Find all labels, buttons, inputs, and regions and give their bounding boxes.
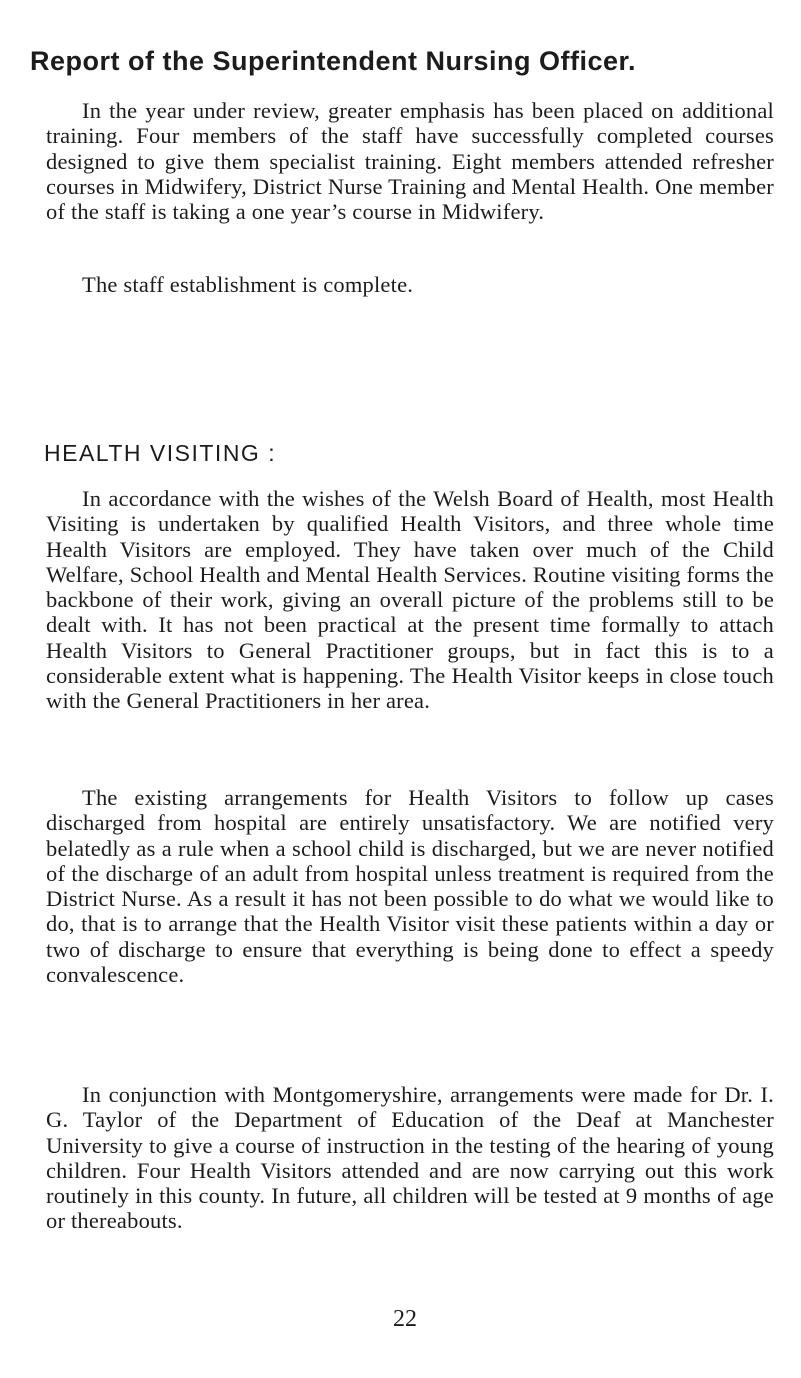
staff-establishment-paragraph: The staff establishment is complete.: [82, 272, 414, 297]
page-number: 22: [393, 1306, 417, 1332]
health-visiting-paragraph-2: The existing arrangements for Health Visitors to follow up cases discharged from hospital are entirely unsatisfactory. We are notified very belatedly as a rule when a school child is discharged, but we are never notified of the discharge of an adult from hospital unless treatment is required from the District Nurse. As a result it has not been possible to do what we would like to do, that is to arrange that the Health Visitor visit these patients within a day or two of discharge to ensure that everything is being done to effect a speedy convalescence.: [46, 785, 774, 988]
health-visiting-paragraph-1: In accordance with the wishes of the Welsh Board of Health, most Health Visiting is undertaken by qualified Health Visitors, and three whole time Health Visitors are employed. They have taken over much of the Child Welfare, School Health and Mental Health Services. Routine visiting forms the backbone of their work, giving an overall picture of the problems still to be dealt with. It has not been practical at the present time formally to attach Health Visitors to General Practitioner groups, but in fact this is to a considerable extent what is happening. The Health Visitor keeps in close touch with the General Practitioners in her area.: [46, 486, 774, 714]
health-visiting-heading: HEALTH VISITING :: [44, 440, 277, 466]
health-visiting-paragraph-3: In conjunction with Montgomeryshire, arrangements were made for Dr. I. G. Taylor of the Department of Education of the Deaf at Manchester University to give a course of instruction in the testing of the hearing of young children. Four Health Visitors attended and are now carrying out this work routinely in this county. In future, all children will be tested at 9 months of age or thereabouts.: [46, 1082, 774, 1234]
intro-paragraph: In the year under review, greater emphasis has been placed on additional training. Four members of the staff have successfully completed courses designed to give them specialist training. Eight members attended refresher courses in Midwifery, District Nurse Training and Mental Health. One member of the staff is taking a one year’s course in Midwifery.: [46, 98, 774, 225]
report-title: Report of the Superintendent Nursing Officer.: [30, 46, 637, 76]
